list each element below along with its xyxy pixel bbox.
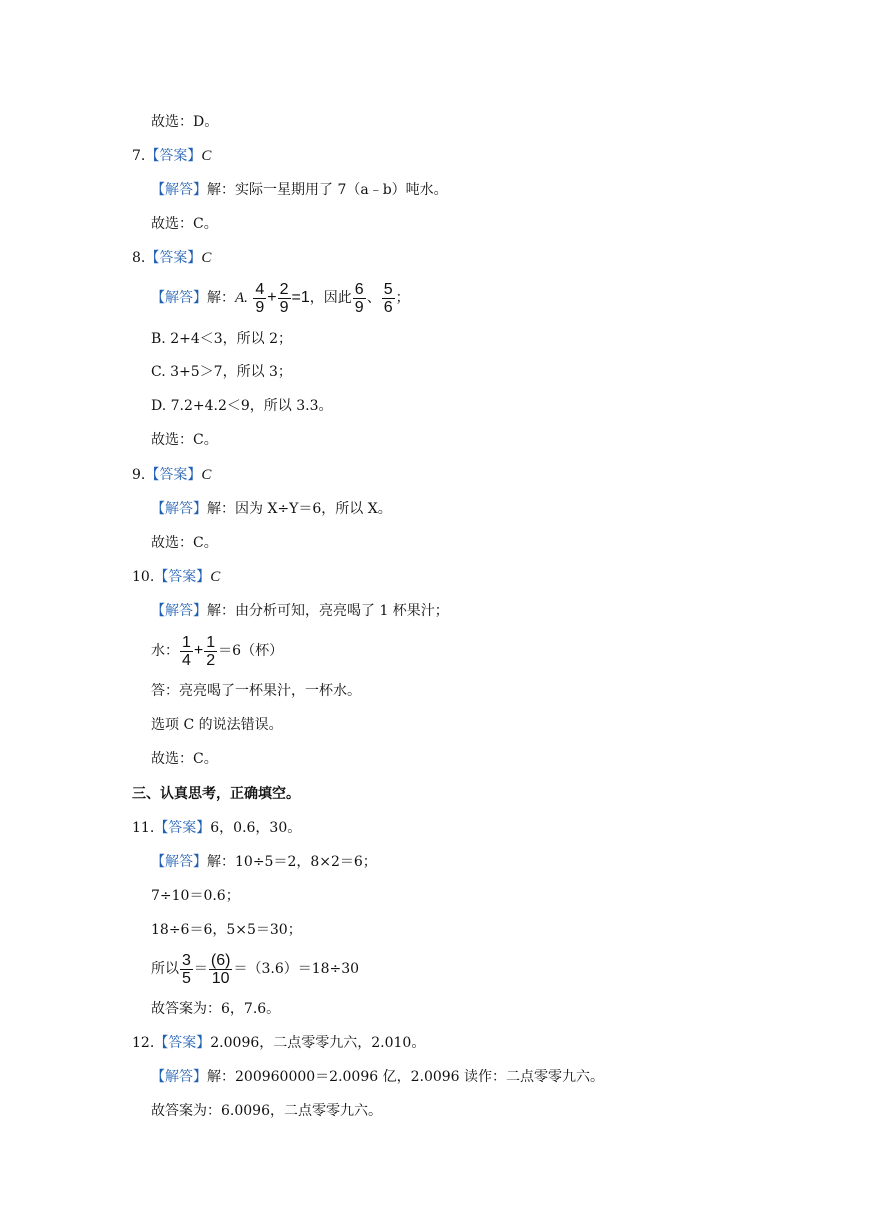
question-12-answer xyxy=(132,1033,425,1053)
answer-value: C xyxy=(201,250,212,266)
answer-value: C xyxy=(201,148,212,164)
option-a-label: A. xyxy=(235,290,248,306)
question-12-explanation xyxy=(151,1067,604,1087)
question-10-selection: 故选：C。 xyxy=(151,751,218,767)
fraction-equation xyxy=(151,950,359,988)
question-number: 7. xyxy=(132,148,146,164)
question-7-answer xyxy=(132,146,211,166)
question-number: 9. xyxy=(132,467,146,483)
text-segment: ，因此 xyxy=(309,290,352,306)
text-segment: ； xyxy=(395,290,410,306)
jie-label: 解： xyxy=(207,290,235,306)
jie-label: 解： xyxy=(207,501,235,517)
separator: 、 xyxy=(366,290,381,306)
jie-label: 解： xyxy=(207,603,235,619)
fraction: $\frac{3}{5}$ xyxy=(182,951,191,987)
answer-value: C xyxy=(201,467,212,483)
explain-tag: 【解答】 xyxy=(151,854,207,870)
question-9-selection: 故选：C。 xyxy=(151,535,218,551)
question-9-explanation xyxy=(151,499,392,519)
text-segment: ＝6（杯） xyxy=(218,643,284,659)
fraction: $\frac{5}{6}$ xyxy=(383,280,393,316)
option-c-line: C. 3+5＞7，所以 3； xyxy=(151,364,292,380)
answer-line: 答：亮亮喝了一杯果汁，一杯水。 xyxy=(151,683,361,699)
answer-value: 6，0.6，30。 xyxy=(210,820,302,836)
answer-value: 2.0096，二点零零九六，2.010。 xyxy=(210,1035,426,1051)
question-8-selection: 故选：C。 xyxy=(151,432,218,448)
calc-line: 18÷6＝6，5×5＝30； xyxy=(151,922,302,938)
final-answer: 故答案为：6.0096，二点零零九六。 xyxy=(151,1103,382,1119)
question-11-explanation xyxy=(151,852,377,872)
answer-tag: 【答案】 xyxy=(154,1035,211,1051)
explain-tag: 【解答】 xyxy=(151,501,207,517)
jie-label: 解： xyxy=(207,1069,235,1085)
explain-tag: 【解答】 xyxy=(151,603,207,619)
fraction: $\frac{6}{9}$ xyxy=(354,280,364,316)
answer-tag: 【答案】 xyxy=(145,467,202,483)
section-heading: 三、认真思考，正确填空。 xyxy=(132,786,300,802)
explanation-text: 因为 X÷Y＝6，所以 X。 xyxy=(235,501,392,517)
calc-line: 7÷10＝0.6； xyxy=(151,888,240,904)
explanation-text: 10÷5＝2，8×2＝6； xyxy=(235,854,377,870)
explain-tag: 【解答】 xyxy=(151,1069,207,1085)
question-7-selection: 故选：C。 xyxy=(151,216,218,232)
fraction: $\frac{(6)}{10}$ xyxy=(210,951,231,987)
plus-sign: + xyxy=(193,642,204,659)
question-11-answer xyxy=(132,818,301,838)
question-number: 10. xyxy=(132,569,155,585)
equals-one: =1 xyxy=(291,289,310,306)
text-segment: 所以 xyxy=(151,961,179,977)
explanation-text: 实际一星期用了 7（a﹣b）吨水。 xyxy=(235,182,448,198)
question-number: 12. xyxy=(132,1035,155,1051)
option-note: 选项 C 的说法错误。 xyxy=(151,717,283,733)
answer-tag: 【答案】 xyxy=(145,148,202,164)
question-number: 8. xyxy=(132,250,146,266)
answer-tag: 【答案】 xyxy=(145,250,202,266)
answer-tag: 【答案】 xyxy=(154,820,211,836)
explanation-text: 200960000＝2.0096 亿，2.0096 读作：二点零零九六。 xyxy=(235,1069,605,1085)
answer-value: C xyxy=(210,569,221,585)
option-b-line: B. 2+4＜3，所以 2； xyxy=(151,331,292,347)
explain-tag: 【解答】 xyxy=(151,182,207,198)
fraction: $\frac{1}{4}$ xyxy=(182,633,191,669)
plus-sign: + xyxy=(267,289,277,306)
question-7-explanation xyxy=(151,180,448,200)
water-label: 水： xyxy=(151,643,179,659)
jie-label: 解： xyxy=(207,854,235,870)
water-equation xyxy=(151,633,283,669)
fraction: $\frac{1}{2}$ xyxy=(206,633,216,669)
fraction: $\frac{4}{9}$ xyxy=(255,280,265,316)
fraction: $\frac{2}{9}$ xyxy=(279,280,289,316)
jie-label: 解： xyxy=(207,182,235,198)
question-10-explanation xyxy=(151,601,449,621)
option-d-line: D. 7.2+4.2＜9，所以 3.3。 xyxy=(151,398,333,414)
final-answer: 故答案为：6，7.6。 xyxy=(151,1001,281,1017)
equals: ＝ xyxy=(193,961,208,977)
question-8-explanation xyxy=(151,280,410,316)
explain-tag: 【解答】 xyxy=(151,290,207,306)
question-number: 11. xyxy=(132,820,155,836)
question-10-answer xyxy=(132,567,220,587)
answer-tag: 【答案】 xyxy=(154,569,211,585)
text-line: 故选：D。 xyxy=(151,114,219,130)
question-9-answer xyxy=(132,465,211,485)
text-segment: ＝（3.6）＝18÷30 xyxy=(233,961,360,977)
question-8-answer xyxy=(132,248,211,268)
explanation-text: 由分析可知，亮亮喝了 1 杯果汁； xyxy=(235,603,449,619)
